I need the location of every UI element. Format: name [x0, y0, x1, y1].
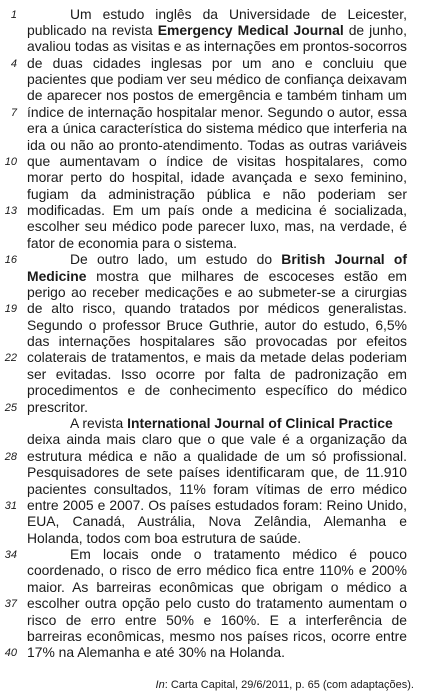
- text-line: [27, 268, 407, 284]
- line-number: 28: [4, 450, 17, 463]
- line-number: 19: [4, 303, 17, 316]
- text-line: escolher seu médico pode parecer luxo, mas, na verdade, é: [27, 218, 407, 235]
- text-line: de duas cidades inglesas por um ano e concluiu que: [27, 54, 407, 71]
- text-line: era a única característica do sistema médico que interferia na: [27, 120, 407, 137]
- text-segment: mostra que milhares de escoceses estão em: [86, 267, 407, 284]
- text-line: ida ou não ao pronto-atendimento. Todas as outras variáveis: [27, 136, 407, 153]
- line-number: 31: [4, 499, 17, 512]
- text-line: prescritor.: [27, 398, 88, 415]
- text-segment: de junho,: [343, 21, 407, 38]
- text-line: estrutura médica e não a qualidade de um só profissional.: [27, 447, 407, 464]
- text-line: Holanda, todos com boa estrutura de saúde.: [27, 529, 302, 546]
- journal-name: Emergency Medical Journal: [157, 21, 344, 38]
- text-line: pacientes consultados, 11% foram vítimas de erro médico: [27, 480, 407, 497]
- text-line: fugiam da administração pública e não poderiam ser: [27, 185, 407, 202]
- text-line: morar perto do hospital, idade avançada e sexo feminino,: [27, 169, 407, 186]
- text-line: [70, 415, 407, 431]
- line-number: 37: [4, 598, 17, 611]
- line-number: 16: [4, 254, 17, 267]
- text-line: Em locais onde o tratamento médico é pouco: [70, 546, 407, 563]
- text-line: coordenado, o risco de erro médico fica entre 110% e 200%: [27, 562, 407, 579]
- text-line: das internações hospitalares são provocadas por efeitos: [27, 333, 407, 350]
- text-segment: publicado na revista: [27, 21, 158, 38]
- text-line: [27, 22, 407, 38]
- journal-name: Medicine: [27, 267, 87, 284]
- text-line: de aparecer nos postos de emergência e também tinham um: [27, 87, 407, 104]
- text-segment: De outro lado, um estudo do: [70, 251, 282, 268]
- text-line: de alto risco, quando tratados por médicos generalistas.: [27, 300, 407, 317]
- line-number: 7: [10, 106, 17, 119]
- text-line: perigo ao receber medicações e ao submeter-se a cirurgias: [27, 283, 407, 300]
- line-number: 25: [4, 401, 17, 414]
- text-line: escolher outra opção pelo custo do tratamento aumentam o: [27, 595, 407, 612]
- source-text: : Carta Capital, 29/6/2011, p. 65 (com adaptações).: [164, 679, 414, 691]
- text-line: índice de internação hospitalar menor. Segundo o autor, essa: [27, 103, 407, 120]
- text-line: que aumentavam o índice de visitas hospitalares, como: [27, 152, 407, 169]
- text-line: pacientes que podiam ver seu médico de confiança deixavam: [27, 71, 407, 88]
- text-line: EUA, Canadá, Austrália, Nova Zelândia, Alemanha e: [27, 513, 407, 530]
- text-line: maior. As barreiras econômicas que obrigam o médico a: [27, 578, 407, 595]
- source-prefix: In: [155, 679, 165, 691]
- text-line: barreiras econômicas, mesmo nos países ricos, ocorre entre: [27, 627, 407, 644]
- line-number: 4: [10, 57, 17, 70]
- text-line: [70, 251, 407, 267]
- text-line: Um estudo inglês da Universidade de Leicester,: [70, 5, 407, 22]
- text-line: 17% na Alemanha e até 30% na Holanda.: [27, 644, 285, 661]
- journal-name: International Journal of Clinical Practice: [127, 415, 393, 431]
- journal-name: British Journal of: [281, 251, 407, 268]
- source-citation: [156, 678, 414, 692]
- text-segment: A revista: [70, 415, 128, 431]
- line-number: 13: [4, 205, 17, 218]
- text-line: Segundo o professor Bruce Guthrie, autor do estudo, 6,5%: [27, 316, 407, 333]
- text-line: colaterais de tratamentos, e mais da metade delas poderiam: [27, 349, 407, 366]
- line-number: 1: [10, 8, 17, 21]
- text-line: Pesquisadores de sete países identificaram que, de 11.910: [27, 464, 407, 481]
- text-line: entre 2005 e 2007. Os países estudados foram: Reino Unido,: [27, 496, 407, 513]
- text-line: ser evitadas. Isso ocorre por falta de padronização em: [27, 365, 407, 382]
- text-line: avaliou todas as visitas e as internações em prontos-socorros: [27, 38, 407, 55]
- line-number: 40: [4, 647, 17, 660]
- text-line: deixa ainda mais claro que o que vale é a organização da: [27, 431, 407, 448]
- line-number: 34: [4, 549, 17, 562]
- line-number: 22: [4, 352, 17, 365]
- line-number: 10: [4, 155, 17, 168]
- text-line: risco de erro entre 50% e 160%. E a interferência de: [27, 611, 407, 628]
- text-line: procedimentos e de conhecimento específico do médico: [27, 382, 407, 399]
- text-line: modificadas. Em um país onde a medicina é socializada,: [27, 202, 407, 219]
- text-line: fator de economia para o sistema.: [27, 234, 238, 251]
